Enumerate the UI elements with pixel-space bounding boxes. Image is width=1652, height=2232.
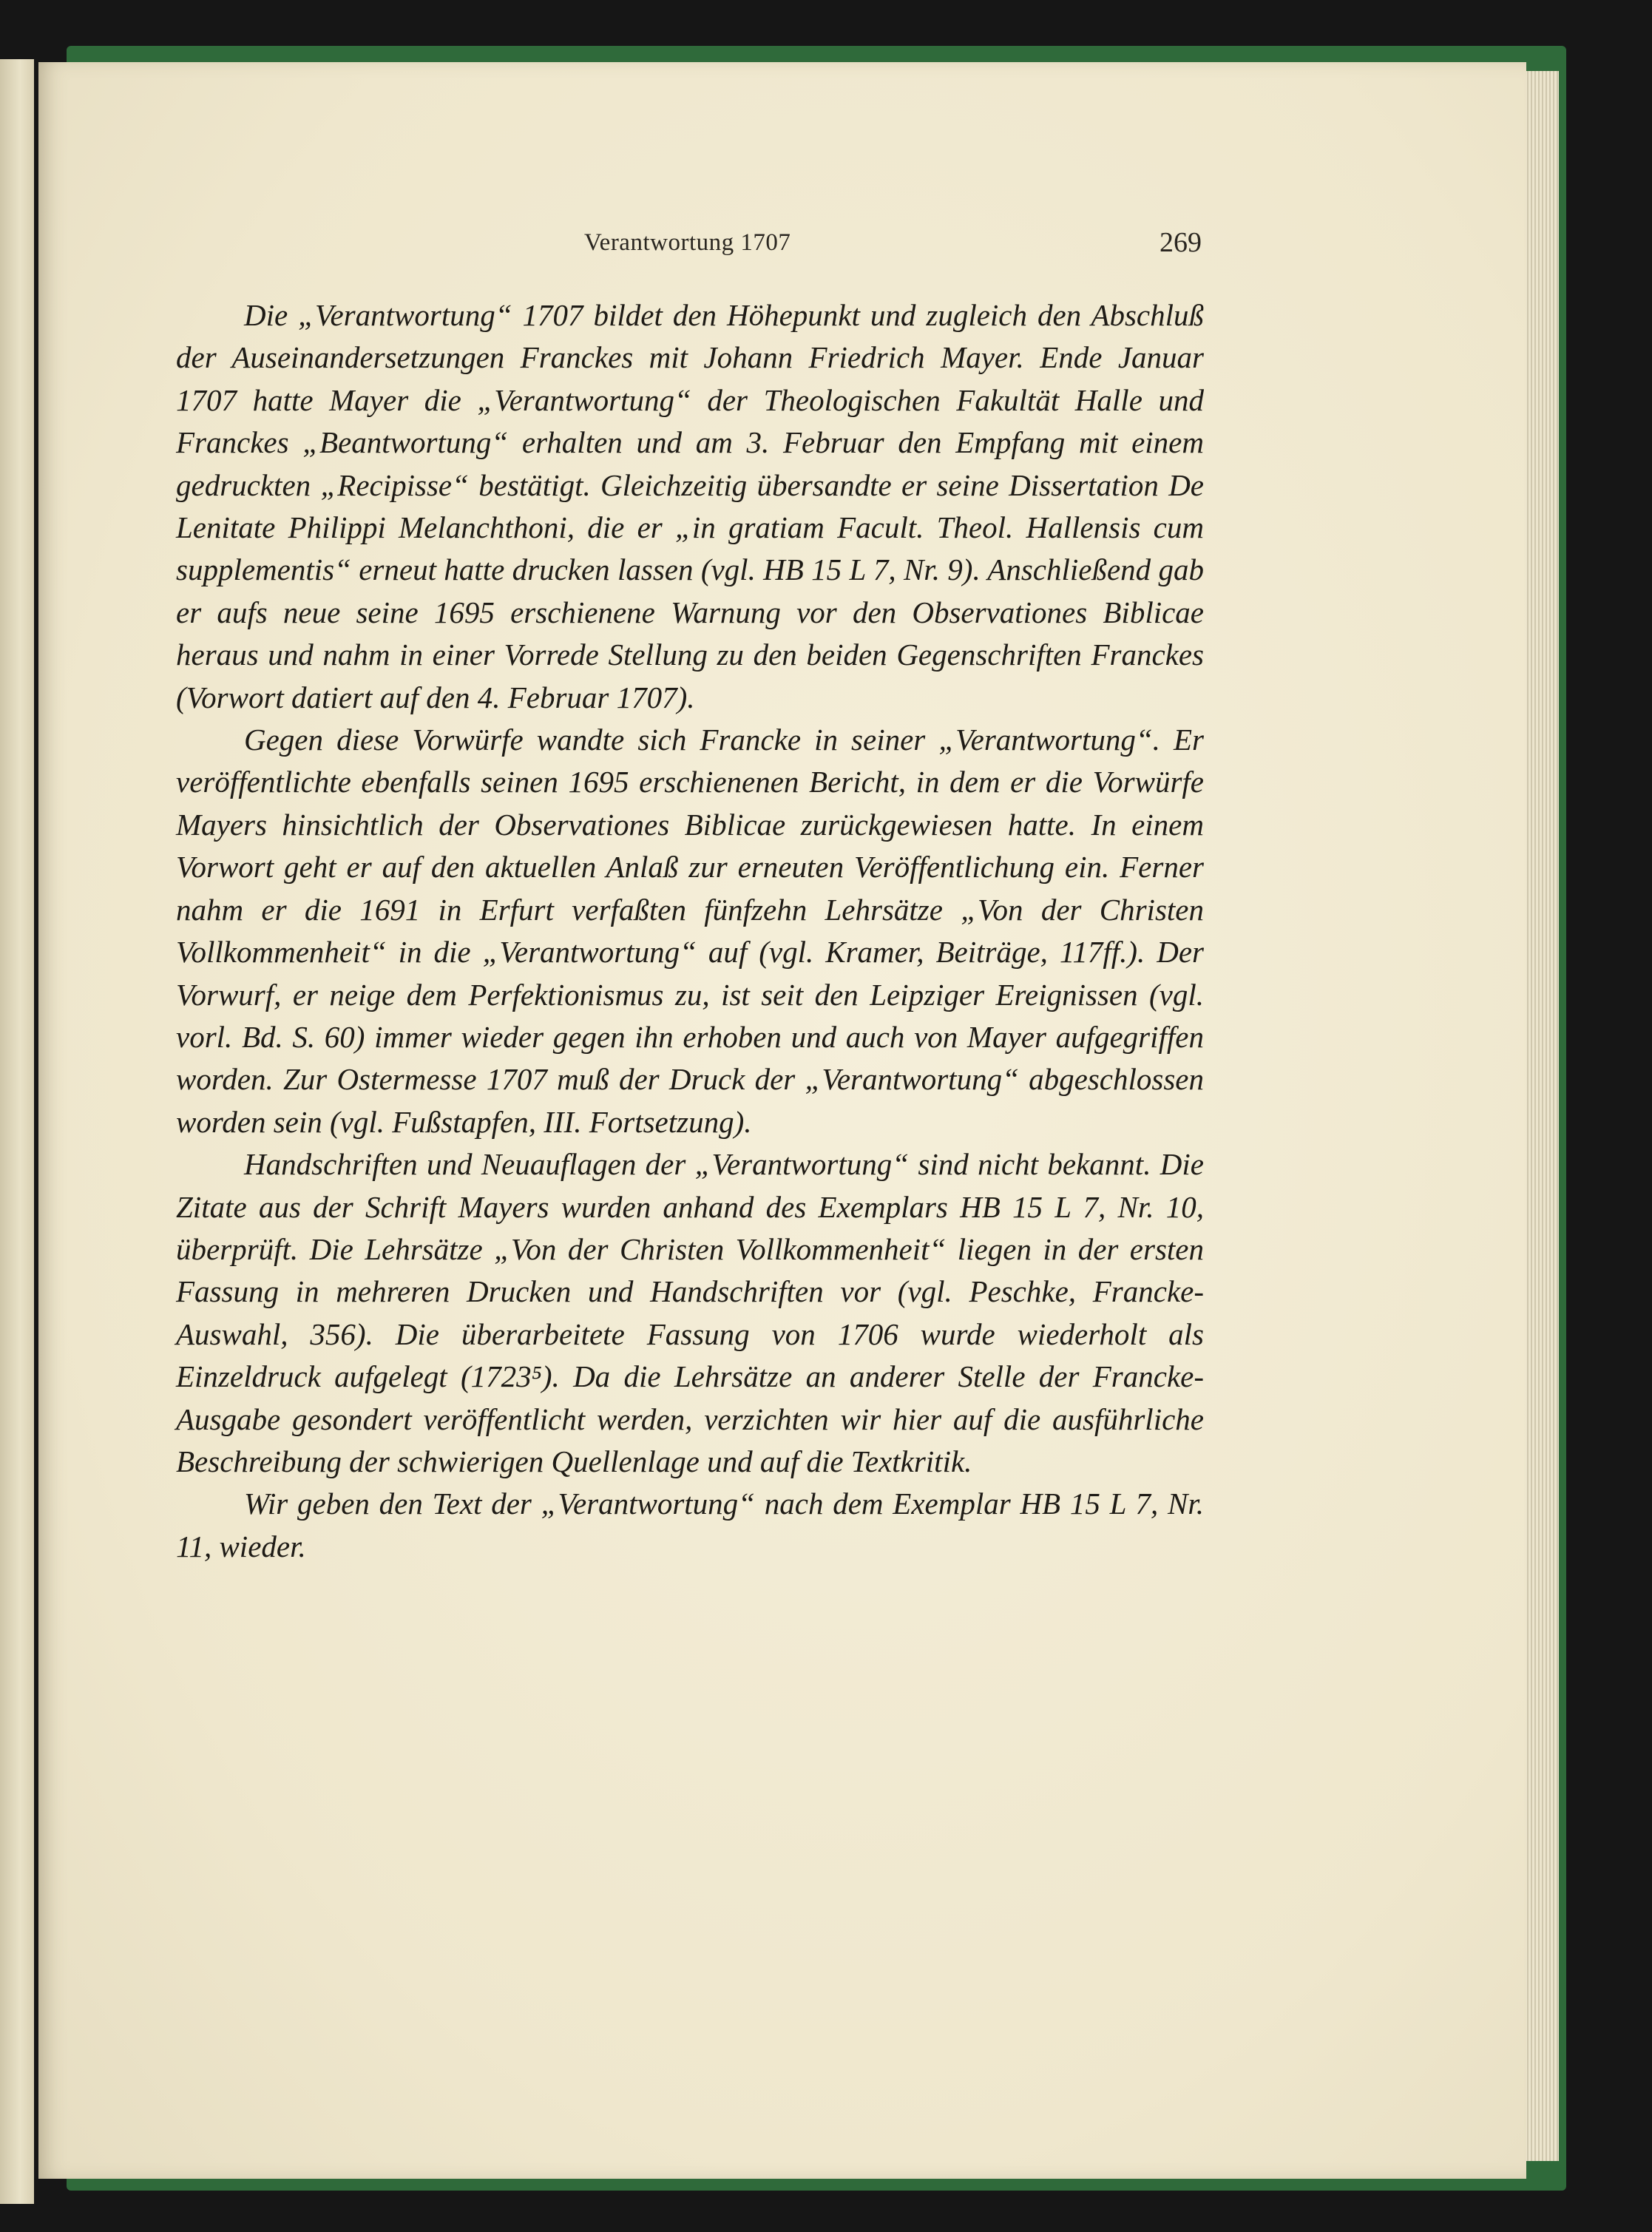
- main-text: [176, 294, 1204, 1568]
- paragraph: Wir geben den Text der „Verantwortung“ nach dem Exemplar HB 15 L 7, Nr. 11, wieder.: [176, 1487, 1204, 1563]
- running-title: Verantwortung 1707: [584, 229, 791, 256]
- paragraph: Gegen diese Vorwürfe wandte sich Francke in seiner „Verantwortung“. Er veröffentlichte ebenfalls seinen 1695 erschienenen Bericht, in dem er die Vorwürfe Mayers hinsichtlich der Observationes Biblicae zurückgewiesen hatte. In einem Vorwort geht er auf den aktuellen Anlaß zur erneuten Veröffentlichung ein. Ferner nahm er die 1691 in Erfurt verfaßten fünfzehn Lehrsätze „Von der Christen Vollkommenheit“ in die „Verantwortung“ auf (vgl. Kramer, Beiträge, 117ff.). Der Vorwurf, er neige dem Perfektionismus zu, ist seit den Leipziger Ereignissen (vgl. vorl. Bd. S. 60) immer wieder gegen ihn erhoben und auch von Mayer aufgegriffen worden. Zur Ostermesse 1707 muß der Druck der „Verantwortung“ abgeschlossen worden sein (vgl. Fußstapfen, III. Fortsetzung).: [176, 723, 1204, 1139]
- left-page-edge: [0, 59, 34, 2204]
- page-number: 269: [1160, 227, 1202, 258]
- paragraph: Die „Verantwortung“ 1707 bildet den Höhepunkt und zugleich den Abschluß der Auseinandersetzungen Franckes mit Johann Friedrich Mayer. Ende Januar 1707 hatte Mayer die „Verantwortung“ der Theologischen Fakultät Halle und Franckes „Beantwortung“ erhalten und am 3. Februar den Empfang mit einem gedruckten „Recipisse“ bestätigt. Gleichzeitig übersandte er seine Dissertation De Lenitate Philippi Melanchthoni, die er „in gratiam Facult. Theol. Hallensis cum supplementis“ erneut hatte drucken lassen (vgl. HB 15 L 7, Nr. 9). Anschließend gab er aufs neue seine 1695 erschienene Warnung vor den Observationes Biblicae heraus und nahm in einer Vorrede Stellung zu den beiden Gegenschriften Franckes (Vorwort datiert auf den 4. Februar 1707).: [176, 298, 1204, 714]
- paragraph: Handschriften und Neuauflagen der „Verantwortung“ sind nicht bekannt. Die Zitate aus der Schrift Mayers wurden anhand des Exemplars HB 15 L 7, Nr. 10, überprüft. Die Lehrsätze „Von der Christen Vollkommenheit“ liegen in der ersten Fassung in mehreren Drucken und Handschriften vor (vgl. Peschke, Francke-Auswahl, 356). Die überarbeitete Fassung von 1706 wurde wiederholt als Einzeldruck aufgelegt (1723⁵). Da die Lehrsätze an anderer Stelle der Francke-Ausgabe gesondert veröffentlicht werden, verzichten wir hier auf die ausführliche Beschreibung der schwierigen Quellenlage und auf die Textkritik.: [176, 1147, 1204, 1478]
